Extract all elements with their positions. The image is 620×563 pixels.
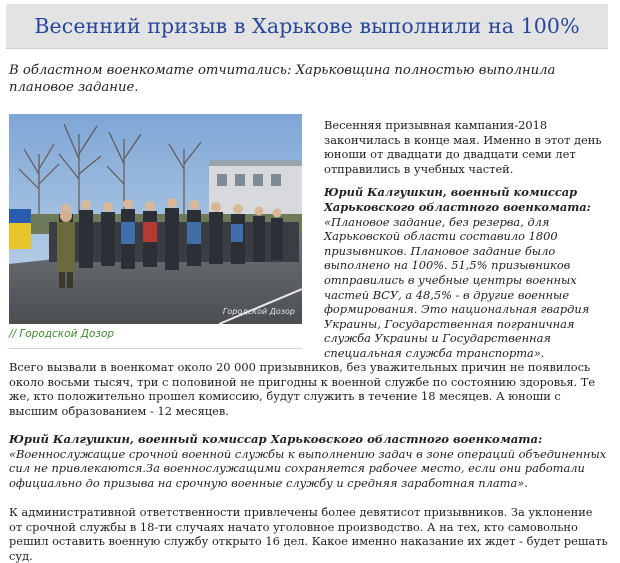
quote1-text: «Плановое задание, без резерва, для Харьковской области составило 1800 призывников. Плановое задание было выполнено на 100%. 51,5% призывников отправились в учебные центры военных частей ВСУ, а 48,5% - в другие военные формирования. Это национальная гвардия Украины, Государственная пограничная служба Украины и Государственная специальная служба транспорта». bbox=[324, 214, 590, 360]
photo-block bbox=[9, 114, 302, 349]
article-title: Весенний призыв в Харькове выполнили на 100% bbox=[34, 14, 580, 38]
article-photo[interactable] bbox=[9, 114, 302, 324]
quote1-author: Юрий Калгушкин, военный комиссар Харьковского областного военкомата: bbox=[324, 185, 591, 214]
right-column bbox=[324, 118, 610, 370]
photo-watermark: Городской Дозор bbox=[222, 307, 295, 316]
caption-divider bbox=[9, 348, 302, 349]
quote2-block bbox=[9, 432, 609, 490]
body-paragraph-2: К административной ответственности привлечены более девятисот призывников. За уклонение от срочной службы в 18-ти случаях начато уголовное производство. А на тех, кто самовольно решил оставить военную службу открыто 16 дел. Какое именно наказание их ждет - будет решать суд. bbox=[9, 505, 608, 563]
quote2-text: «Военнослужащие срочной военной службы к выполнению задач в зоне операций объединенных сил не привлекаются.За военнослужащими сохраняется рабочее место, если они работали официально до призыва на срочную военные службу и средняя заработная плата». bbox=[9, 446, 607, 490]
article-lead: В областном военкомате отчитались: Харьковщина полностью выполнила плановое задание. bbox=[9, 63, 556, 95]
photo-caption[interactable]: // Городской Дозор bbox=[9, 328, 115, 340]
title-bar bbox=[6, 4, 608, 49]
body-paragraph-1: Всего вызвали в военкомат около 20 000 призывников, без уважительных причин не появилось около восьми тысяч, три с половиной не пригодны к военной службе по состоянию здоровья. Те же, кто положительно прошел комиссию, будут служить в течение 18 месяцев. А юноши с высшим образованием - 12 месяцев. bbox=[9, 360, 596, 418]
quote1-block bbox=[324, 185, 610, 214]
intro-paragraph: Весенняя призывная кампания-2018 закончилась в конце мая. Именно в этот день юноши от двадцати до двадцати семи лет отправились в учебных частей. bbox=[324, 118, 602, 176]
quote2-author: Юрий Калгушкин, военный комиссар Харьковского областного военкомата: bbox=[9, 432, 543, 446]
